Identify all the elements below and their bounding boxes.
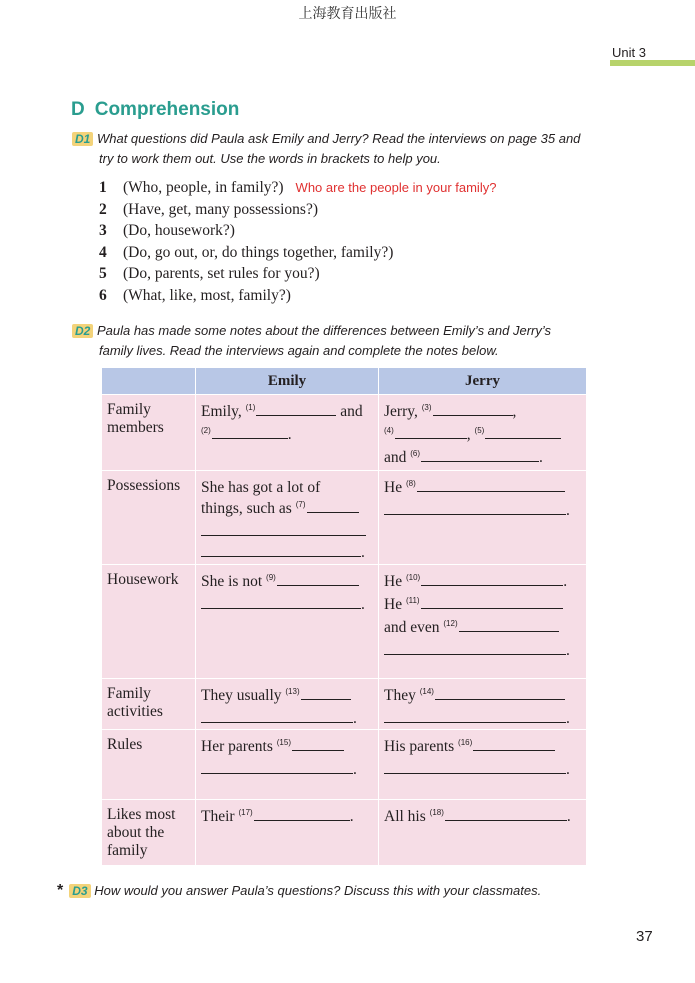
table-row [102, 395, 587, 471]
answer-blank-7-cont2[interactable] [201, 542, 361, 557]
question-number: 5 [99, 265, 107, 282]
answer-blank-14[interactable] [435, 685, 565, 700]
answer-blank-9[interactable] [277, 571, 359, 586]
blank-number: (8) [405, 479, 416, 488]
d2-instruction-line2: family lives. Read the interviews again and complete the notes below. [99, 343, 499, 358]
header-jerry: Jerry [379, 368, 587, 395]
blank-number: (1) [245, 403, 256, 412]
row-label-family-activities: Family activities [102, 679, 196, 730]
question-list [99, 177, 496, 306]
section-letter: D [71, 99, 85, 120]
answer-blank-4[interactable] [395, 424, 467, 439]
d1-instruction-line2: try to work them out. Use the words in brackets to help you. [99, 151, 441, 166]
answer-blank-15[interactable] [292, 736, 344, 751]
emily-activities-cell: They usually $^{(13)}$ . [196, 679, 379, 730]
list-item [99, 177, 496, 199]
d2-instruction [72, 321, 632, 361]
d3-instruction-text: How would you answer Paula’s questions? Discuss this with your classmates. [94, 883, 542, 898]
blank-number: (16) [458, 738, 473, 747]
emily-possessions-cell: She has got a lot of things, such as $^{(7)}$ . [196, 471, 379, 565]
section-name: Comprehension [94, 99, 240, 120]
emily-rules-cell: Her parents $^{(15)}$ . [196, 730, 379, 800]
answer-blank-1[interactable] [256, 401, 336, 416]
question-number: 6 [99, 286, 107, 304]
star-icon: * [57, 882, 64, 899]
jerry-family-members-cell: Jerry, $^{(3)}$ , $^{(4)}$ , $^{(5)}$ and $^{(6)}$ . [379, 395, 587, 471]
jerry-housework-cell: He $^{(10)}$ . He $^{(11)}$ and even $^{(12)}$ . [379, 565, 587, 679]
list-item [99, 242, 496, 264]
blank-number: (14) [419, 687, 434, 696]
blank-number: (15) [276, 738, 291, 747]
row-label-possessions: Possessions [102, 471, 196, 565]
table-row [102, 730, 587, 800]
table-row [102, 471, 587, 565]
answer-blank-11[interactable] [421, 594, 563, 609]
blank-number: (4) [384, 426, 394, 435]
page-number: 37 [636, 928, 653, 945]
question-text: (Have, get, many possessions?) [123, 200, 318, 218]
answer-blank-7-cont[interactable] [201, 521, 366, 536]
blank-number: (12) [443, 619, 458, 628]
row-label-rules: Rules [102, 730, 196, 800]
question-number: 2 [99, 200, 107, 218]
emily-likes-cell: Their $^{(17)}$ . [196, 800, 379, 866]
answer-blank-13-cont[interactable] [201, 708, 353, 723]
question-number: 4 [99, 243, 107, 261]
notes-table [101, 367, 587, 866]
question-text: (What, like, most, family?) [123, 286, 291, 304]
question-text: (Who, people, in family?) [123, 179, 284, 196]
table-header-row [102, 368, 587, 395]
question-number: 3 [99, 222, 107, 239]
answer-blank-12-cont[interactable] [384, 640, 566, 655]
unit-bar [610, 60, 695, 66]
blank-number: (7) [295, 500, 306, 509]
answer-blank-16[interactable] [473, 736, 555, 751]
answer-blank-15-cont[interactable] [201, 759, 353, 774]
answer-blank-18[interactable] [445, 806, 567, 821]
section-title [71, 99, 239, 121]
table-row [102, 800, 587, 866]
list-item [99, 199, 496, 221]
blank-number: (17) [238, 808, 253, 817]
jerry-likes-cell: All his $^{(18)}$ . [379, 800, 587, 866]
emily-family-members-cell: Emily, $^{(1)}$ and $^{(2)}$ . [196, 395, 379, 471]
question-number: 1 [99, 179, 107, 196]
d3-tag: D3 [69, 884, 90, 898]
blank-number: (10) [405, 573, 421, 582]
list-item [99, 220, 496, 242]
table-row [102, 679, 587, 730]
blank-number: (9) [266, 573, 276, 582]
question-text: (Do, housework?) [123, 222, 235, 239]
answer-blank-9-cont[interactable] [201, 594, 361, 609]
emily-housework-cell: She is not $^{(9)}$ . [196, 565, 379, 679]
answer-blank-17[interactable] [254, 806, 350, 821]
jerry-possessions-cell: He $^{(8)}$ . [379, 471, 587, 565]
question-text: (Do, parents, set rules for you?) [123, 265, 320, 282]
answer-blank-6[interactable] [421, 447, 539, 462]
blank-number: (6) [410, 449, 421, 458]
answer-blank-8[interactable] [417, 477, 565, 492]
answer-blank-2[interactable] [212, 424, 288, 439]
d2-tag: D2 [72, 324, 93, 338]
jerry-rules-cell: His parents $^{(16)}$ . [379, 730, 587, 800]
d2-instruction-line1: Paula has made some notes about the differences between Emily’s and Jerry’s [96, 323, 552, 338]
publisher-header: 上海教育出版社 [298, 6, 397, 22]
table-row [102, 565, 587, 679]
row-label-family-members: Family members [102, 395, 196, 471]
d1-instruction [72, 129, 632, 169]
blank-number: (3) [421, 403, 432, 412]
d3-instruction [57, 881, 657, 901]
blank-number: (13) [285, 687, 300, 696]
list-item [99, 285, 496, 307]
answer-blank-8-cont[interactable] [384, 500, 566, 515]
row-label-likes-most: Likes most about the family [102, 800, 196, 866]
answer-blank-3[interactable] [433, 401, 513, 416]
answer-blank-13[interactable] [301, 685, 351, 700]
answer-blank-12[interactable] [459, 617, 559, 632]
header-emily: Emily [196, 368, 379, 395]
answer-blank-7[interactable] [307, 498, 359, 513]
answer-blank-16-cont[interactable] [384, 759, 566, 774]
handwritten-answer: Who are the people in your family? [295, 180, 497, 195]
header-corner [102, 368, 196, 395]
d1-tag: D1 [72, 132, 93, 146]
list-item [99, 263, 496, 285]
blank-number: (5) [474, 426, 485, 435]
question-text: (Do, go out, or, do things together, family?) [123, 243, 394, 261]
jerry-activities-cell: They $^{(14)}$ . [379, 679, 587, 730]
answer-blank-5[interactable] [485, 424, 561, 439]
blank-number: (2) [201, 426, 211, 435]
d1-instruction-line1: What questions did Paula ask Emily and Jerry? Read the interviews on page 35 and [96, 131, 581, 146]
blank-number: (18) [429, 808, 444, 817]
unit-label: Unit 3 [612, 45, 646, 60]
row-label-housework: Housework [102, 565, 196, 679]
answer-blank-14-cont[interactable] [384, 708, 566, 723]
answer-blank-10[interactable] [421, 571, 563, 586]
blank-number: (11) [405, 596, 420, 605]
